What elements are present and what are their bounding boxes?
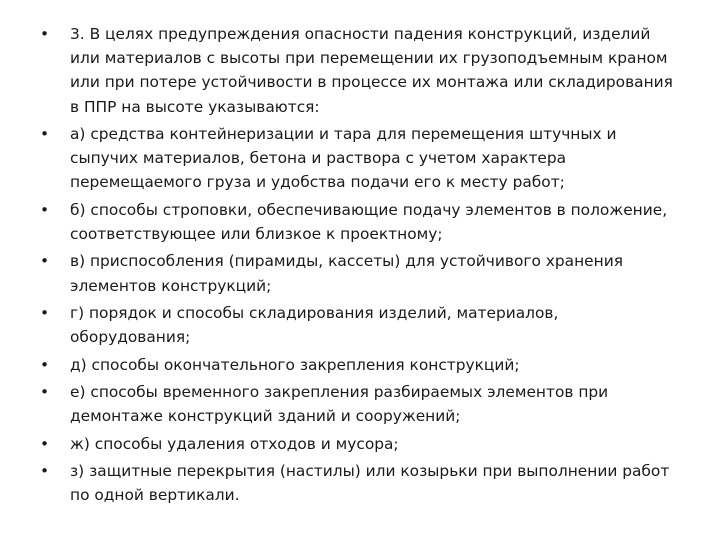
bullet-icon: • [40, 461, 50, 480]
list-item [40, 353, 680, 377]
list-item-text: б) способы строповки, обеспечивающие подачу элементов в положение, соответствующее или близкое к проектному; [70, 200, 668, 243]
bullet-icon: • [40, 382, 50, 401]
bullet-icon: • [40, 125, 50, 143]
bullet-icon: • [40, 303, 50, 322]
list-item [40, 249, 680, 297]
list-item [40, 459, 680, 507]
list-item-text: з) защитные перекрытия (настилы) или козырьки при выполнении работ по одной вертикали. [70, 461, 670, 505]
list-item-text: а) средства контейнеризации и тара для перемещения штучных и сыпучих материалов, бетона и раствора с учетом характера перемещаемого груза и удобства подачи его к месту работ; [70, 125, 617, 192]
list-item-text: 3. В целях предупреждения опасности падения конструкций, изделий или материалов с высоты при перемещении их грузоподъемным краном или при потере устойчивости в процессе их монтажа или складирования в ППР на высоте указываются: [70, 25, 673, 116]
list-item-text: е) способы временного закрепления разбираемых элементов при демонтаже конструкций зданий и сооружений; [70, 382, 609, 426]
list-item-text: г) порядок и способы складирования изделий, материалов, оборудования; [70, 303, 559, 347]
bullet-icon: • [40, 252, 50, 271]
bullet-list [40, 22, 680, 511]
list-item-text: д) способы окончательного закрепления конструкций; [70, 355, 520, 374]
list-item-text: в) приспособления (пирамиды, кассеты) для устойчивого хранения элементов конструкций; [70, 252, 623, 295]
list-item-text: ж) способы удаления отходов и мусора; [70, 434, 399, 453]
list-item [40, 22, 680, 119]
list-item [40, 122, 680, 195]
bullet-icon: • [40, 434, 50, 453]
bullet-icon: • [40, 25, 50, 43]
list-item [40, 432, 680, 456]
bullet-icon: • [40, 200, 50, 219]
bullet-icon: • [40, 355, 50, 374]
list-item [40, 380, 680, 428]
list-item [40, 301, 680, 349]
list-item [40, 198, 680, 246]
